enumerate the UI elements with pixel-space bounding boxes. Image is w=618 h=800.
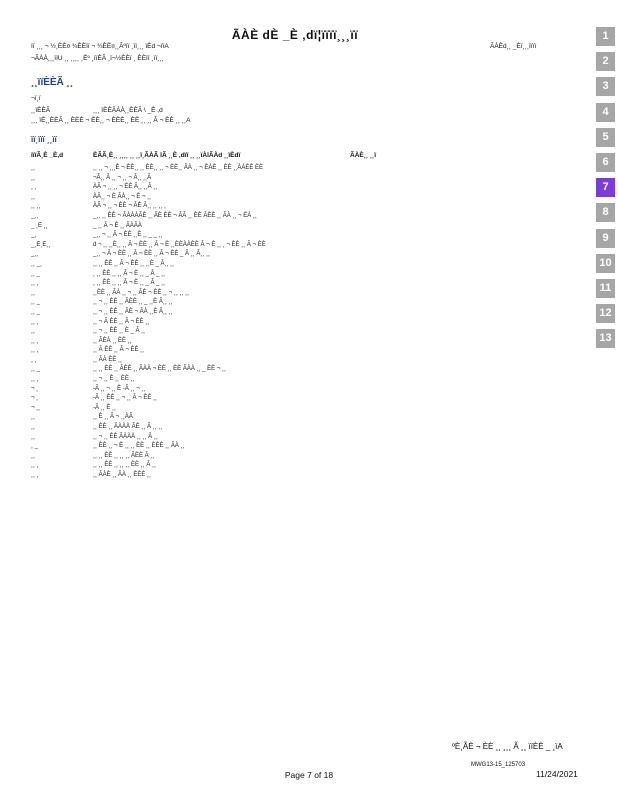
row-key: ¸¸ _¸ <box>31 260 42 267</box>
table-row <box>31 404 591 414</box>
section-subline-1: ¬ï¸ï <box>31 95 41 102</box>
document-title: ÃÀÈ dÈ _È ‚dï¦ïïïï¸¸¸ïï <box>231 28 359 42</box>
table-row <box>31 174 591 184</box>
table-row <box>31 423 591 433</box>
table-row <box>31 346 591 356</box>
page-button-5[interactable]: 5 <box>596 128 615 147</box>
table-row <box>31 385 591 395</box>
table-row <box>31 222 591 232</box>
row-key: ¸¸ <box>31 414 35 421</box>
row-key: ¸¸ <box>31 165 35 171</box>
row-value: ¸ ¸¸ ÈÈ ¸¸ ¸¸ Ã ¬ È ¸¸ _ Ã _ ¸¸ <box>93 270 166 277</box>
row-key: ¸¸ <box>31 174 35 181</box>
page-button-7[interactable]: 7 <box>596 178 615 197</box>
footer-date: 11/24/2021 <box>536 769 578 779</box>
table-row <box>31 394 591 404</box>
row-value: ¸¸ ¬ ¸¸ ÈÈ ¸¸ ÃÈÈ ¸¸ _ ¸¸È Ã¸¸ ¸¸ <box>93 299 173 306</box>
table-row <box>31 375 591 385</box>
page-button-3[interactable]: 3 <box>596 77 615 96</box>
page-button-6[interactable]: 6 <box>596 153 615 172</box>
row-value: ¸¸ È ¸¸ Ã ¬ ¸¸ÀÃ <box>93 414 133 421</box>
row-key: ¸¸ <box>31 452 35 459</box>
row-value: ¸¸ ¸¸ ÈÈ ¸¸ Ã ¬ ÈÈ ¸¸ ¸¸È _ Ã¸¸ ¸¸ <box>93 260 175 267</box>
footer-line-a: ºÈ¸ÃÈ ¬ ÈÈ ¸¸ ¸¸¸ Ã ¸¸ ïïÈÈ _ ¸ïA <box>452 742 563 751</box>
row-value: ÀÃ ¬ ¸¸ ¸¸ ¬ ÈÈ Ã¸¸ ¸¸Ã ¸¸ <box>93 184 158 191</box>
row-value: -Ã ¸¸ ÈÈ ¸¸ ¬ ¸¸ Ã ¬ ÈÈ ¸¸ <box>93 395 158 402</box>
page-button-2[interactable]: 2 <box>596 52 615 71</box>
table-row <box>31 356 591 366</box>
table-row <box>31 471 591 481</box>
table-row <box>31 250 591 260</box>
row-value: ¸ ¸¸ ÈÈ ¸¸ ¸¸ Ã ¬ È ¸¸ _ Ã _ ¸¸ <box>93 280 166 287</box>
row-value: ¸¸ ¸¸ ÈÈ ¸¸ ÃÈÈ ¸¸ ÃÀÀ ¬ ÈÈ ¸¸ ÈÈ ÃÀÀ ¸¸ _ ÈÈ ¬ ¸¸ <box>93 366 227 373</box>
section-subline-3: ¸¸¸ ïÈ¸¸ÈÈÃ ¸¸ ÈÈÈ ¬ ÈÈ¸¸ ¬ ÈÈÈ¸¸ ÈÈ ¸¸ ¸¸ Ã ¬ ÈÈ ¸¸ ¸¸A <box>31 117 191 124</box>
table-body <box>31 164 591 481</box>
table-row <box>31 212 591 222</box>
row-value: ¸¸ ¬ ¸¸ È ¸¸ ÈÈ ¸¸ <box>93 376 135 383</box>
header-left-line-2: ¬ÃÀÀ¸¸¸ïïU ¸¸ ¸¸¸¸ ¸Èº ¸ïïÈÃ ¸ï¬½ÈÈï ¸ ÈÈïï ¸ïï¸¸¸ <box>31 55 164 62</box>
row-value: ¸¸ ¬ ¸¸ ÈÈ ÃÀÀÀ ¸¸ ¸¸ Ã ¸¸ <box>93 433 158 440</box>
page-button-1[interactable]: 1 <box>596 27 615 46</box>
table-row <box>31 365 591 375</box>
page-button-8[interactable]: 8 <box>596 203 615 222</box>
row-key: ¸¸ ¸ <box>31 347 39 354</box>
table-row <box>31 202 591 212</box>
row-key: ¸¸ <box>31 433 35 440</box>
row-key: _¸È¸È¸¸ <box>31 241 51 248</box>
row-value: ¸¸ ¬ ¸¸ ÈÈ ¸¸ È _ Ã ¸¸ <box>93 328 146 335</box>
table-row <box>31 231 591 241</box>
row-value: d ¬ ¸¸ ¸¸È¸¸ ¸¸ Ã ¬ ÈÈ ¸¸ Ã ¬ È ¸¸ÈÈÀÀÈÈ Ã ¬ È ¸¸ ¸ ¬ ÈÈ ¸¸ Ã ¬ ÈÈ <box>93 241 266 248</box>
footer-doc-id: MWG13-15_125703 <box>471 762 526 768</box>
row-key: ¸¸ ¸ <box>31 376 39 383</box>
table-row <box>31 193 591 203</box>
table-row <box>31 279 591 289</box>
table-row <box>31 442 591 452</box>
table-heading: ïï¸ïïï ¸¸ïï <box>31 135 57 144</box>
row-key: ¸¸ ¸¸ <box>31 203 41 210</box>
row-key: ¬ ¸ <box>31 395 39 402</box>
table-row <box>31 318 591 328</box>
row-value: ¬Ã¸¸ Ã ¸¸ ¬ ¸¸ ¬ Ã¸¸ ¸¸Ã <box>93 174 152 181</box>
row-key: ¸ _ <box>31 443 39 450</box>
row-key: ¸¸ ¸ <box>31 462 39 469</box>
row-key: ¸¸ _ <box>31 366 40 373</box>
table-row <box>31 327 591 337</box>
row-key: _¸¸ <box>31 212 39 219</box>
row-key: _¸ <box>31 232 37 239</box>
page-navigator <box>596 27 616 354</box>
page-button-9[interactable]: 9 <box>596 229 615 248</box>
row-key: ¸¸ _ <box>31 308 40 315</box>
table-row <box>31 183 591 193</box>
row-value: ÀÃ¸¸ ¬ È ÃÀ¸¸ ¬ È ¬ ¸¸ <box>93 193 152 200</box>
row-value: ¸¸ ¸¸ ÈÈ ¸¸ ¸¸ ¸¸ ÈÈ ¸¸ Ã ¸¸ <box>93 462 156 469</box>
table-row <box>31 289 591 299</box>
table-row <box>31 452 591 462</box>
row-key: ¸¸ <box>31 424 35 431</box>
row-value: ¸¸ ¸¸ ÈÈ ¸¸ ¸¸ ¸¸ ÃÈÈ Ã ¸¸ <box>93 452 155 459</box>
page-button-13[interactable]: 13 <box>596 329 615 348</box>
row-value: ¸¸ Ã ÈÈ ¸¸ Ã ¬ ÈÈ ¸¸ <box>93 347 145 354</box>
page-number: Page 7 of 18 <box>284 770 334 780</box>
row-key: ¸¸ <box>31 193 35 200</box>
table-row <box>31 337 591 347</box>
row-value: ¸¸ ¬ Ã ÈÈ ¸¸ Ã ¬ ÈÈ ¸¸ <box>93 318 150 325</box>
table-header-1: ïïïÃ¸È _È,d <box>31 152 64 159</box>
table-row <box>31 461 591 471</box>
row-key: ¸¸ ¸ <box>31 318 39 325</box>
page-button-4[interactable]: 4 <box>596 103 615 122</box>
table-row <box>31 433 591 443</box>
row-key: ¸ ¸ <box>31 184 37 191</box>
row-value: ¸¸ ¸¸ ¬ ¸¸¸È ¬ ÈÈ¸¸ ¸¸ ÈÈ¸¸ ¸¸ ¬ ÈÈ¸¸ ÃÀ ¸¸ ¬ ÈÀÈ ¸¸ ÈÈ ¸¸ÀÀÈÈ ÈÈ <box>93 165 264 171</box>
header-left-line-1: ïï ¸¸¸ ¬ ½¸ÈÈ¤ ¾ÈÈïï ¬ ¾ÈÈ¤¸¸Ãºïï ¸ïï¸¸¸ ïÈd ¬ïïA <box>31 43 169 50</box>
table-row <box>31 164 591 174</box>
table-row <box>31 308 591 318</box>
row-value: ¸¸ ÈÈ ¸¸ ÃÀÀÀ ÃÈ ¸¸ Ã ¸¸ ¸¸ <box>93 424 163 431</box>
section-subline-2-value: ¸¸¸ ïÈÈÃÀÀ¸¸ÈÈÃ \ _È ,d <box>93 107 163 114</box>
row-value: _¸¸ ¬ Ã ¬ ÈÈ ¸¸ Ã ¬ ÈÈ ¸¸ Ã ¬ ÈÈ _ Ã ¸¸ Ã¸¸ ¸¸ <box>93 251 211 258</box>
row-value: ¸¸ ÃÀ ÈÈ ¸¸ <box>93 356 123 363</box>
row-value: _¸¸ ¬ ¸¸ Ã ¬ ÈÈ ¸¸È ¸¸ _ _ ¸¸ <box>93 232 163 239</box>
row-value: ¸¸ ¬ ¸¸ ÈÈ ¸¸ ÃÈ ¬ ÃÀ ¸¸È Ã¸¸ ¸¸ <box>93 308 173 315</box>
row-value: ¸¸ ÃÀÈ ¸¸ ÃÀ ¸¸ ÈÈÈ ¸¸ <box>93 472 152 478</box>
row-key: ¸¸ <box>31 289 35 296</box>
table-header-2: ÈÃÃ¸È¸¸ ¸¸¸¸ ¸¸ ¸¸ï¸ÃÀÃ ïÃ ¸¸È ‚dïï ¸¸ ¸¸ïÀïÃÀd ¸¸ïÈdï <box>93 152 241 159</box>
row-value: ¸¸ ÃÈÀ ¸¸ ÈÈ ¸¸ <box>93 337 132 344</box>
row-key: _ ¸È ¸¸ <box>31 222 48 229</box>
row-key: ¸¸ _ <box>31 270 40 277</box>
header-right-line-1: ÃÀÈd¸¸ _Èï¸¸¸ïïïï <box>490 43 537 50</box>
page-button-11[interactable]: 11 <box>596 279 615 298</box>
row-key: ¸¸ _ <box>31 299 40 306</box>
row-value: _ ¸¸ Ã ¬ È ¸¸ ÃÀÃÀ <box>93 222 142 229</box>
row-value: ÀÃ ¬ ¸¸ ¬ ÈÈ ¬ ÃÈ Ã¸¸ ¸¸ ¸¸ ¸ <box>93 203 167 210</box>
table-row <box>31 260 591 270</box>
section-subline-2-key: ¸¸ïÈÈÃ <box>31 107 51 114</box>
row-key: ¬ ¸ <box>31 385 39 392</box>
row-key: ¸ ¸ <box>31 356 37 363</box>
row-value: -Ã ¸¸ ¬ ¸¸ È -Ã ¸¸ ¬ ¸¸ <box>93 385 146 392</box>
row-key: ¸¸ ¸ <box>31 472 39 478</box>
section-title: ¸¸ïïÈÈÃ ¸¸ <box>31 77 74 88</box>
row-value: -Ã ¸¸ È ¸¸ <box>93 404 116 411</box>
table-row <box>31 241 591 251</box>
row-value: _¸¸ ¸¸ ÈÈ ¬ ÃÀÀÀÃÈ ¸¸ ÃÈ ÈÈ ¬ ÃÃ ¸¸ ÈÈ ÃÈÈ ¸¸ ÃÀ ¸¸ ¬ ÈÀ ¸¸ <box>93 212 257 219</box>
row-key: ¸¸ <box>31 328 35 335</box>
table-row <box>31 413 591 423</box>
page-button-10[interactable]: 10 <box>596 254 615 273</box>
row-key: ¸¸ ¸ <box>31 280 39 287</box>
row-key: _¸¸ <box>31 251 39 258</box>
row-value: ¸¸ÈÈ ¸¸ ÃÀ ¸¸ ¬ ¸¸ ÃÈ ¬ ÈÈ ¸¸ ¬ ¸¸ ¸¸ ¸¸ <box>93 289 190 296</box>
table-header-3: ÃÀÈ¸¸ ¸¸ï <box>350 152 376 159</box>
page-button-12[interactable]: 12 <box>596 304 615 323</box>
row-value: ¸¸ ÈÈ ¸¸ ¬ È ¸¸ ¸¸ ÈÈ ¸¸ ÈÈÈ ¸¸ ÃÀ ¸¸ <box>93 443 185 450</box>
row-key: ¬ ¸¸ <box>31 404 41 411</box>
table-row <box>31 270 591 280</box>
row-key: ¸¸ ¸ <box>31 337 39 344</box>
table-row <box>31 298 591 308</box>
